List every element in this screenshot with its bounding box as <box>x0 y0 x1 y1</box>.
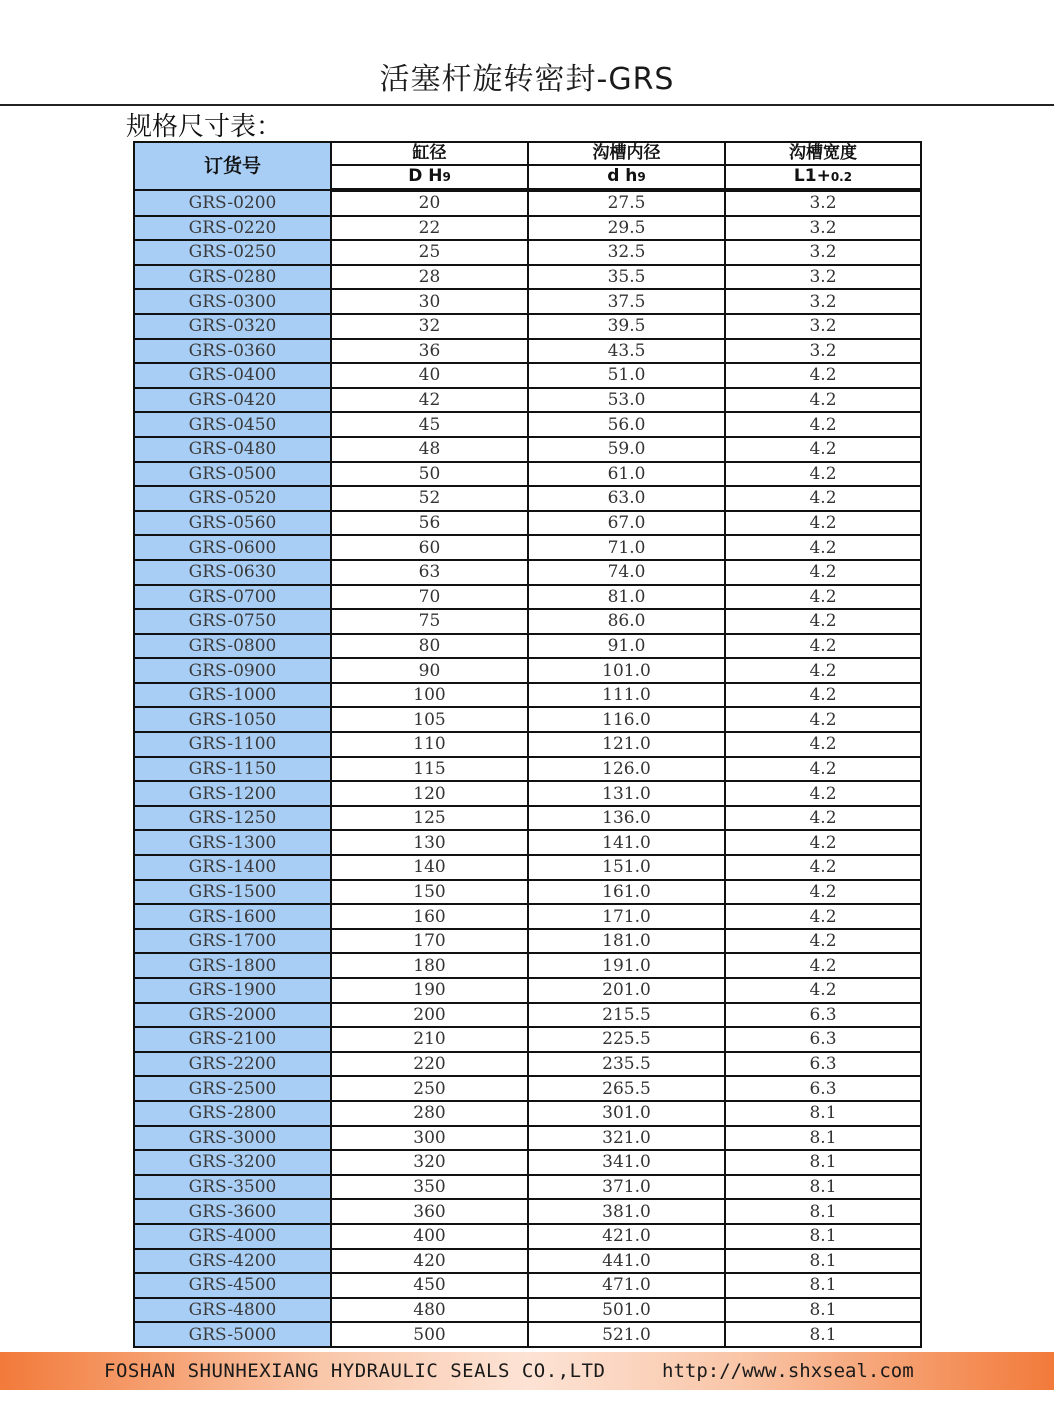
order-no-cell: GRS-0750 <box>134 609 331 634</box>
bore-cell: 45 <box>331 412 528 437</box>
groove-width-cell: 4.2 <box>725 978 921 1003</box>
table-row <box>134 1126 921 1151</box>
groove-id-cell: 32.5 <box>528 240 725 265</box>
groove-id-cell: 63.0 <box>528 486 725 511</box>
groove-width-cell: 8.1 <box>725 1249 921 1274</box>
order-no-cell: GRS-0800 <box>134 634 331 659</box>
table-row <box>134 240 921 265</box>
table-row <box>134 363 921 388</box>
groove-width-cell: 4.2 <box>725 658 921 683</box>
table-row <box>134 904 921 929</box>
table-row <box>134 1322 921 1347</box>
bore-cell: 32 <box>331 314 528 339</box>
groove-width-tolerance: 0.2 <box>830 170 853 184</box>
order-no-cell: GRS-4800 <box>134 1298 331 1323</box>
groove-id-cell: 501.0 <box>528 1298 725 1323</box>
order-no-cell: GRS-0500 <box>134 462 331 487</box>
order-no-cell: GRS-1900 <box>134 978 331 1003</box>
bore-cell: 52 <box>331 486 528 511</box>
groove-id-cell: 471.0 <box>528 1273 725 1298</box>
groove-id-cell: 67.0 <box>528 511 725 536</box>
groove-width-cell: 8.1 <box>725 1322 921 1347</box>
groove-id-cell: 74.0 <box>528 560 725 585</box>
groove-id-cell: 151.0 <box>528 855 725 880</box>
table-row <box>134 216 921 241</box>
order-no-cell: GRS-1200 <box>134 781 331 806</box>
order-no-cell: GRS-1700 <box>134 929 331 954</box>
groove-id-cell: 121.0 <box>528 732 725 757</box>
order-no-cell: GRS-4500 <box>134 1273 331 1298</box>
groove-width-cell: 8.1 <box>725 1175 921 1200</box>
groove-width-cell: 4.2 <box>725 707 921 732</box>
table-row <box>134 1224 921 1249</box>
table-row <box>134 1052 921 1077</box>
order-no-cell: GRS-1600 <box>134 904 331 929</box>
groove-width-cell: 4.2 <box>725 437 921 462</box>
bore-cell: 320 <box>331 1150 528 1175</box>
groove-width-cell: 8.1 <box>725 1150 921 1175</box>
groove-width-symbol-text: L1+ <box>793 166 831 186</box>
groove-width-cell: 6.3 <box>725 1052 921 1077</box>
groove-width-cell: 4.2 <box>725 830 921 855</box>
order-no-cell: GRS-1400 <box>134 855 331 880</box>
bore-cell: 160 <box>331 904 528 929</box>
order-no-cell: GRS-2000 <box>134 1003 331 1028</box>
groove-id-cell: 171.0 <box>528 904 725 929</box>
groove-id-cell: 43.5 <box>528 339 725 364</box>
table-row <box>134 585 921 610</box>
order-no-cell: GRS-1800 <box>134 953 331 978</box>
order-no-cell: GRS-0200 <box>134 190 331 216</box>
bore-cell: 30 <box>331 289 528 314</box>
order-no-cell: GRS-0400 <box>134 363 331 388</box>
title-divider <box>0 104 1054 106</box>
order-no-cell: GRS-2100 <box>134 1027 331 1052</box>
order-no-cell: GRS-0220 <box>134 216 331 241</box>
bore-cell: 70 <box>331 585 528 610</box>
table-row <box>134 830 921 855</box>
groove-id-cell: 56.0 <box>528 412 725 437</box>
bore-cell: 300 <box>331 1126 528 1151</box>
bore-cell: 40 <box>331 363 528 388</box>
bore-cell: 420 <box>331 1249 528 1274</box>
page-title: 活塞杆旋转密封-GRS <box>379 62 675 97</box>
table-row <box>134 289 921 314</box>
order-no-cell: GRS-0900 <box>134 658 331 683</box>
order-no-cell: GRS-3500 <box>134 1175 331 1200</box>
order-no-cell: GRS-2500 <box>134 1076 331 1101</box>
groove-id-cell: 441.0 <box>528 1249 725 1274</box>
groove-id-cell: 51.0 <box>528 363 725 388</box>
header-groove-width: 沟槽宽度 <box>725 142 921 165</box>
order-no-cell: GRS-3600 <box>134 1199 331 1224</box>
order-no-cell: GRS-1000 <box>134 683 331 708</box>
bore-cell: 115 <box>331 757 528 782</box>
groove-width-cell: 4.2 <box>725 486 921 511</box>
order-no-cell: GRS-0300 <box>134 289 331 314</box>
order-no-cell: GRS-0280 <box>134 265 331 290</box>
table-row <box>134 781 921 806</box>
table-row <box>134 855 921 880</box>
bore-cell: 60 <box>331 535 528 560</box>
table-row <box>134 1003 921 1028</box>
groove-id-cell: 116.0 <box>528 707 725 732</box>
groove-width-cell: 8.1 <box>725 1224 921 1249</box>
groove-width-cell: 4.2 <box>725 462 921 487</box>
groove-id-cell: 86.0 <box>528 609 725 634</box>
groove-id-tolerance: 9 <box>637 170 646 184</box>
bore-tolerance: 9 <box>442 170 451 184</box>
header-bore: 缸径 <box>331 142 528 165</box>
groove-width-cell: 3.2 <box>725 240 921 265</box>
order-no-cell: GRS-5000 <box>134 1322 331 1347</box>
table-row <box>134 1150 921 1175</box>
bore-cell: 480 <box>331 1298 528 1323</box>
groove-id-cell: 126.0 <box>528 757 725 782</box>
groove-width-cell: 4.2 <box>725 363 921 388</box>
groove-width-cell: 8.1 <box>725 1101 921 1126</box>
table-row <box>134 658 921 683</box>
groove-width-cell: 4.2 <box>725 757 921 782</box>
groove-width-cell: 3.2 <box>725 190 921 216</box>
groove-id-cell: 521.0 <box>528 1322 725 1347</box>
bore-cell: 250 <box>331 1076 528 1101</box>
order-no-cell: GRS-1100 <box>134 732 331 757</box>
groove-id-cell: 111.0 <box>528 683 725 708</box>
table-row <box>134 732 921 757</box>
bore-cell: 56 <box>331 511 528 536</box>
groove-id-cell: 225.5 <box>528 1027 725 1052</box>
table-row <box>134 806 921 831</box>
order-no-cell: GRS-0320 <box>134 314 331 339</box>
order-no-cell: GRS-4200 <box>134 1249 331 1274</box>
table-row <box>134 757 921 782</box>
table-row <box>134 929 921 954</box>
table-row <box>134 707 921 732</box>
table-row <box>134 1199 921 1224</box>
groove-id-cell: 235.5 <box>528 1052 725 1077</box>
bore-cell: 210 <box>331 1027 528 1052</box>
table-row <box>134 437 921 462</box>
bore-cell: 200 <box>331 1003 528 1028</box>
table-row <box>134 978 921 1003</box>
groove-width-cell: 4.2 <box>725 412 921 437</box>
header-order-no: 订货号 <box>134 142 331 190</box>
bore-cell: 110 <box>331 732 528 757</box>
groove-id-cell: 191.0 <box>528 953 725 978</box>
table-row <box>134 609 921 634</box>
order-no-cell: GRS-0360 <box>134 339 331 364</box>
table-row <box>134 412 921 437</box>
bore-cell: 125 <box>331 806 528 831</box>
order-no-cell: GRS-0520 <box>134 486 331 511</box>
table-row <box>134 560 921 585</box>
order-no-cell: GRS-0480 <box>134 437 331 462</box>
bore-cell: 400 <box>331 1224 528 1249</box>
groove-width-cell: 4.2 <box>725 855 921 880</box>
groove-width-cell: 6.3 <box>725 1027 921 1052</box>
groove-id-cell: 59.0 <box>528 437 725 462</box>
bore-symbol-text: D H <box>408 166 443 186</box>
groove-width-cell: 8.1 <box>725 1126 921 1151</box>
groove-id-cell: 61.0 <box>528 462 725 487</box>
groove-id-cell: 341.0 <box>528 1150 725 1175</box>
table-row <box>134 1101 921 1126</box>
bore-cell: 20 <box>331 190 528 216</box>
bore-cell: 105 <box>331 707 528 732</box>
groove-id-cell: 215.5 <box>528 1003 725 1028</box>
table-row <box>134 190 921 216</box>
order-no-cell: GRS-1250 <box>134 806 331 831</box>
bore-cell: 130 <box>331 830 528 855</box>
order-no-cell: GRS-0600 <box>134 535 331 560</box>
bore-cell: 280 <box>331 1101 528 1126</box>
spec-table <box>133 141 922 1348</box>
groove-width-cell: 4.2 <box>725 609 921 634</box>
groove-id-cell: 301.0 <box>528 1101 725 1126</box>
footer-band <box>0 1352 1054 1390</box>
groove-width-cell: 3.2 <box>725 265 921 290</box>
spec-table-container <box>133 141 920 1348</box>
table-row <box>134 683 921 708</box>
order-no-cell: GRS-2200 <box>134 1052 331 1077</box>
bore-cell: 42 <box>331 388 528 413</box>
groove-width-cell: 6.3 <box>725 1076 921 1101</box>
groove-id-cell: 421.0 <box>528 1224 725 1249</box>
groove-id-cell: 101.0 <box>528 658 725 683</box>
table-row <box>134 314 921 339</box>
bore-cell: 48 <box>331 437 528 462</box>
order-no-cell: GRS-1050 <box>134 707 331 732</box>
order-no-cell: GRS-0630 <box>134 560 331 585</box>
bore-cell: 75 <box>331 609 528 634</box>
table-row <box>134 486 921 511</box>
groove-width-cell: 3.2 <box>725 216 921 241</box>
table-row <box>134 1249 921 1274</box>
table-row <box>134 535 921 560</box>
groove-id-cell: 265.5 <box>528 1076 725 1101</box>
table-row <box>134 1175 921 1200</box>
groove-id-cell: 53.0 <box>528 388 725 413</box>
order-no-cell: GRS-3000 <box>134 1126 331 1151</box>
groove-id-cell: 35.5 <box>528 265 725 290</box>
bore-cell: 63 <box>331 560 528 585</box>
groove-width-cell: 8.1 <box>725 1199 921 1224</box>
bore-cell: 170 <box>331 929 528 954</box>
groove-id-cell: 371.0 <box>528 1175 725 1200</box>
table-row <box>134 265 921 290</box>
groove-id-cell: 91.0 <box>528 634 725 659</box>
bore-cell: 350 <box>331 1175 528 1200</box>
table-row <box>134 511 921 536</box>
table-row <box>134 462 921 487</box>
groove-id-cell: 321.0 <box>528 1126 725 1151</box>
groove-width-cell: 4.2 <box>725 880 921 905</box>
order-no-cell: GRS-0450 <box>134 412 331 437</box>
header-groove-id: 沟槽内径 <box>528 142 725 165</box>
header-groove-id-symbol <box>528 165 725 190</box>
bore-cell: 22 <box>331 216 528 241</box>
groove-id-symbol-text: d h <box>607 166 638 186</box>
groove-width-cell: 4.2 <box>725 535 921 560</box>
groove-width-cell: 4.2 <box>725 388 921 413</box>
table-row <box>134 1273 921 1298</box>
table-row <box>134 880 921 905</box>
groove-width-cell: 4.2 <box>725 634 921 659</box>
spec-table-caption: 规格尺寸表： <box>126 112 283 142</box>
bore-cell: 28 <box>331 265 528 290</box>
groove-width-cell: 4.2 <box>725 781 921 806</box>
bore-cell: 150 <box>331 880 528 905</box>
groove-width-cell: 4.2 <box>725 806 921 831</box>
bore-cell: 220 <box>331 1052 528 1077</box>
groove-width-cell: 6.3 <box>725 1003 921 1028</box>
bore-cell: 180 <box>331 953 528 978</box>
groove-width-cell: 4.2 <box>725 585 921 610</box>
table-row <box>134 388 921 413</box>
bore-cell: 50 <box>331 462 528 487</box>
groove-id-cell: 381.0 <box>528 1199 725 1224</box>
table-row <box>134 953 921 978</box>
table-row <box>134 1298 921 1323</box>
groove-id-cell: 181.0 <box>528 929 725 954</box>
bore-cell: 190 <box>331 978 528 1003</box>
bore-cell: 360 <box>331 1199 528 1224</box>
groove-width-cell: 4.2 <box>725 732 921 757</box>
footer-company-name: FOSHAN SHUNHEXIANG HYDRAULIC SEALS CO.,LTD <box>104 1360 606 1382</box>
groove-id-cell: 71.0 <box>528 535 725 560</box>
groove-id-cell: 201.0 <box>528 978 725 1003</box>
spec-table-body <box>134 190 921 1347</box>
groove-width-cell: 3.2 <box>725 289 921 314</box>
groove-width-cell: 8.1 <box>725 1273 921 1298</box>
groove-width-cell: 3.2 <box>725 339 921 364</box>
groove-id-cell: 29.5 <box>528 216 725 241</box>
groove-width-cell: 8.1 <box>725 1298 921 1323</box>
order-no-cell: GRS-0420 <box>134 388 331 413</box>
bore-cell: 500 <box>331 1322 528 1347</box>
order-no-cell: GRS-1500 <box>134 880 331 905</box>
table-row <box>134 1027 921 1052</box>
bore-cell: 25 <box>331 240 528 265</box>
order-no-cell: GRS-0250 <box>134 240 331 265</box>
order-no-cell: GRS-0560 <box>134 511 331 536</box>
header-groove-width-symbol <box>725 165 921 190</box>
bore-cell: 120 <box>331 781 528 806</box>
table-row <box>134 339 921 364</box>
bore-cell: 100 <box>331 683 528 708</box>
order-no-cell: GRS-0700 <box>134 585 331 610</box>
order-no-cell: GRS-3200 <box>134 1150 331 1175</box>
order-no-cell: GRS-1300 <box>134 830 331 855</box>
order-no-cell: GRS-1150 <box>134 757 331 782</box>
groove-width-cell: 4.2 <box>725 904 921 929</box>
groove-id-cell: 39.5 <box>528 314 725 339</box>
groove-width-cell: 4.2 <box>725 953 921 978</box>
groove-id-cell: 27.5 <box>528 190 725 216</box>
groove-width-cell: 4.2 <box>725 560 921 585</box>
groove-id-cell: 136.0 <box>528 806 725 831</box>
order-no-cell: GRS-2800 <box>134 1101 331 1126</box>
header-bore-symbol <box>331 165 528 190</box>
groove-width-cell: 4.2 <box>725 683 921 708</box>
groove-id-cell: 161.0 <box>528 880 725 905</box>
groove-width-cell: 4.2 <box>725 929 921 954</box>
footer-website-link[interactable]: http://www.shxseal.com <box>662 1360 914 1382</box>
groove-id-cell: 141.0 <box>528 830 725 855</box>
bore-cell: 140 <box>331 855 528 880</box>
groove-id-cell: 131.0 <box>528 781 725 806</box>
table-row <box>134 1076 921 1101</box>
order-no-cell: GRS-4000 <box>134 1224 331 1249</box>
bore-cell: 36 <box>331 339 528 364</box>
groove-width-cell: 4.2 <box>725 511 921 536</box>
bore-cell: 80 <box>331 634 528 659</box>
groove-id-cell: 37.5 <box>528 289 725 314</box>
table-row <box>134 634 921 659</box>
bore-cell: 90 <box>331 658 528 683</box>
bore-cell: 450 <box>331 1273 528 1298</box>
groove-width-cell: 3.2 <box>725 314 921 339</box>
groove-id-cell: 81.0 <box>528 585 725 610</box>
